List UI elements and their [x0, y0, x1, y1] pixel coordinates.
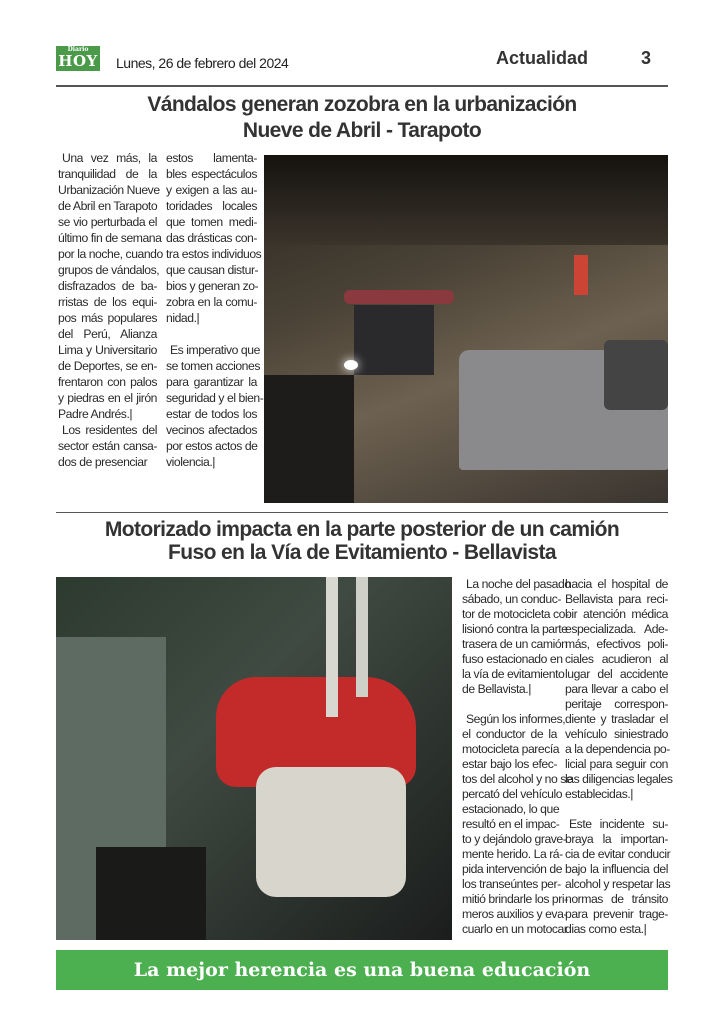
- text-line: Urbanización Nueve: [58, 183, 160, 197]
- article2-headline: [56, 518, 668, 564]
- article1-photo-vandals-street: [264, 155, 668, 503]
- text-line: hacia el hospital de: [565, 577, 668, 591]
- text-line: [565, 802, 668, 817]
- text-line: de Deportes, se en-: [58, 359, 157, 373]
- text-line: Según los informes,: [466, 712, 566, 726]
- text-line: meros auxilios y eva-: [462, 907, 568, 921]
- text-line: se vio perturbada el: [58, 215, 157, 229]
- text-line: percató del vehículo: [462, 787, 563, 801]
- text-line: para prevenir trage-: [565, 907, 668, 921]
- issue-date: Lunes, 26 de febrero del 2024: [116, 55, 289, 71]
- text-line: lisionó contra la parte: [462, 622, 568, 636]
- text-line: vehículo siniestrado: [565, 727, 668, 741]
- text-line: lugar del accidente: [565, 667, 668, 681]
- text-line: mente herido. La rá-: [462, 847, 563, 861]
- text-line: bles espectáculos: [166, 167, 257, 181]
- headline-line: Nueve de Abril - Tarapoto: [242, 119, 482, 142]
- text-line: dos de presenciar: [58, 455, 148, 469]
- text-line: Una vez más, la: [62, 151, 157, 165]
- text-line: diente y trasladar el: [565, 712, 668, 726]
- logo-big-text: HOY: [58, 52, 98, 70]
- text-line: sábado, un conduc-: [462, 592, 561, 606]
- text-line: violencia.|: [166, 455, 216, 469]
- text-line: Es imperativo que: [170, 343, 260, 357]
- text-line: pida intervención de: [462, 862, 563, 876]
- text-line: vecinos afectados: [166, 423, 257, 437]
- text-line: alcohol y respetar las: [565, 877, 671, 891]
- text-line: estacionado, lo que: [462, 802, 560, 816]
- text-line: pos más populares: [58, 311, 157, 325]
- text-line: por la noche, cuando: [58, 247, 163, 261]
- text-line: del Perú, Alianza: [58, 327, 157, 341]
- text-line: disfrazados de ba-: [58, 279, 157, 293]
- text-line: y exigen a las au-: [166, 183, 257, 197]
- text-line: grupos de vándalos,: [58, 263, 160, 277]
- text-line: motocicleta parecía: [462, 742, 560, 756]
- text-line: Los residentes del: [62, 423, 157, 437]
- text-line: último fin de semana: [58, 231, 162, 245]
- section-name: Actualidad: [496, 48, 589, 68]
- text-line: zobra en la comu-: [166, 295, 257, 309]
- text-line: de Abril en Tarapoto: [58, 199, 158, 213]
- text-line: Padre Andrés.|: [58, 407, 133, 421]
- text-line: para garantizar la: [166, 375, 257, 389]
- text-line: bir atención médica: [565, 607, 668, 621]
- text-line: licial para seguir con: [565, 757, 668, 771]
- text-line: toridades locales: [166, 199, 257, 213]
- article2-column-1: [462, 577, 573, 937]
- text-line: La noche del pasado: [466, 577, 571, 591]
- text-line: bajo la influencia del: [565, 862, 668, 876]
- article-divider: [56, 512, 668, 513]
- text-line: nidad.|: [166, 311, 200, 325]
- text-line: to y dejándolo grave-: [462, 832, 567, 846]
- article2-column-2: [565, 577, 673, 937]
- text-line: [462, 697, 557, 712]
- text-line: tra estos individuos: [166, 247, 262, 261]
- text-line: estos lamenta-: [166, 151, 257, 165]
- text-line: tor de motocicleta co-: [462, 607, 569, 621]
- text-line: sector están cansa-: [58, 439, 157, 453]
- headline-line: Vándalos generan zozobra en la urbanización: [147, 93, 577, 116]
- text-line: de Bellavista.|: [462, 682, 531, 696]
- text-line: los transeúntes per-: [462, 877, 561, 891]
- text-line: que causan distur-: [166, 263, 259, 277]
- text-line: el conductor de la: [462, 727, 557, 741]
- text-line: y piedras en el jirón: [58, 391, 157, 405]
- text-line: las diligencias legales: [565, 772, 673, 786]
- text-line: tos del alcohol y no se: [462, 772, 573, 786]
- text-line: por estos actos de: [166, 439, 258, 453]
- text-line: bios y generan zo-: [166, 279, 259, 293]
- text-line: peritaje correspon-: [565, 697, 668, 711]
- text-line: trasera de un camión: [462, 637, 568, 651]
- text-line: estar bajo los efec-: [462, 757, 557, 771]
- article1-headline: [56, 92, 668, 144]
- text-line: la vía de evitamiento: [462, 667, 565, 681]
- article1-column-1: [58, 150, 163, 470]
- text-line: a la dependencia po-: [565, 742, 670, 756]
- headline-line: Motorizado impacta en la parte posterior de un camión: [104, 518, 620, 541]
- headline-line: Fuso en la Vía de Evitamiento - Bellavista: [168, 541, 556, 564]
- text-line: tranquilidad de la: [58, 167, 157, 181]
- text-line: frentaron con palos: [58, 375, 157, 389]
- header-divider: [56, 85, 668, 87]
- text-line: ciales acudieron al: [565, 652, 668, 666]
- text-line: se tomen acciones: [166, 359, 260, 373]
- text-line: Lima y Universitario: [58, 343, 157, 357]
- article1-column-2: [166, 150, 264, 470]
- text-line: das drásticas con-: [166, 231, 257, 245]
- text-line: establecidas.|: [565, 787, 634, 801]
- text-line: fuso estacionado en: [462, 652, 563, 666]
- page-number: 3: [641, 48, 652, 68]
- text-line: que tomen medi-: [166, 215, 257, 229]
- text-line: braya la importan-: [565, 832, 668, 846]
- text-line: más, efectivos poli-: [565, 637, 668, 651]
- text-line: especializada. Ade-: [565, 622, 668, 636]
- text-line: para llevar a cabo el: [565, 682, 668, 696]
- article2-photo-accident: [56, 577, 452, 940]
- text-line: rristas de los equi-: [58, 295, 157, 309]
- text-line: Este incidente su-: [569, 817, 668, 831]
- text-line: cia de evitar conducir: [565, 847, 671, 861]
- logo-small-text: Diario: [67, 46, 89, 53]
- text-line: Bellavista para reci-: [565, 592, 668, 606]
- text-line: resultó en el impac-: [462, 817, 560, 831]
- text-line: cuarlo en un motocar: [462, 922, 568, 936]
- text-line: mitió brindarle los pri-: [462, 892, 568, 906]
- text-line: estar de todos los: [166, 407, 257, 421]
- diario-hoy-logo: [56, 46, 100, 71]
- text-line: normas de tránsito: [565, 892, 668, 906]
- slogan-banner: La mejor herencia es una buena educación: [56, 950, 668, 990]
- text-line: [166, 326, 257, 342]
- text-line: dias como esta.|: [565, 922, 647, 936]
- text-line: seguridad y el bien-: [166, 391, 264, 405]
